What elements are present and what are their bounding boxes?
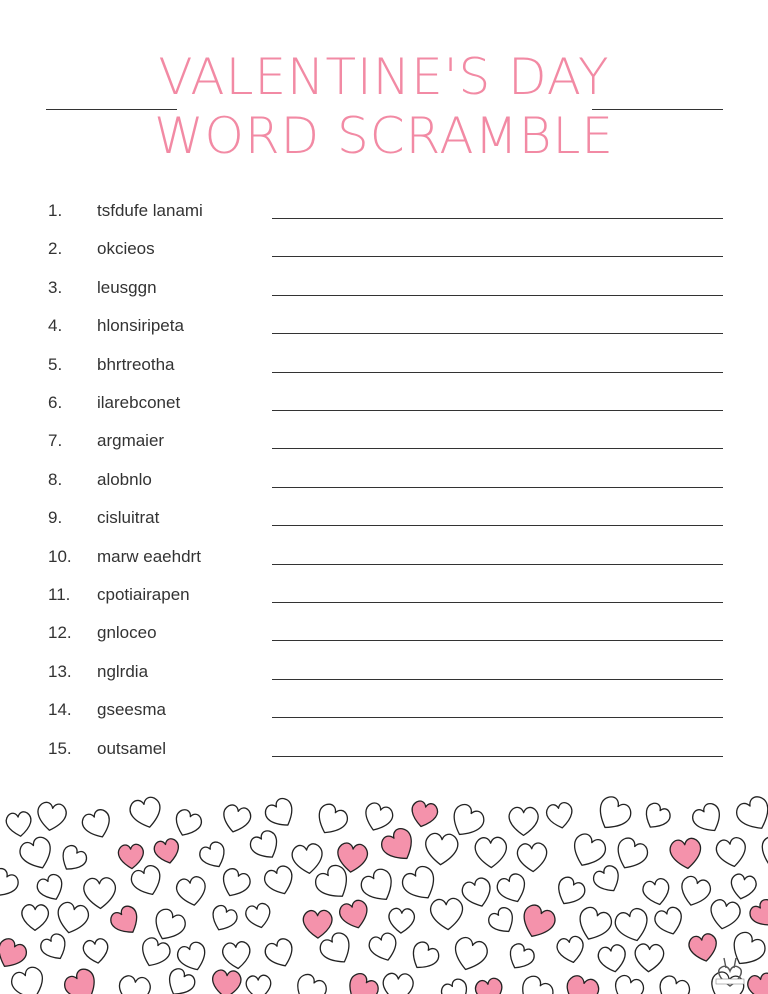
item-number: 14. bbox=[48, 700, 72, 720]
heart-icon bbox=[56, 843, 89, 876]
scrambled-word: cpotiairapen bbox=[97, 585, 190, 604]
heart-icon bbox=[22, 905, 49, 931]
item-number: 15. bbox=[48, 738, 72, 758]
answer-line[interactable] bbox=[272, 564, 723, 565]
heart-icon bbox=[690, 801, 727, 838]
heart-icon bbox=[517, 843, 548, 873]
answer-line[interactable] bbox=[272, 717, 723, 718]
answer-line[interactable] bbox=[272, 256, 723, 257]
scrambled-word: bhrtreotha bbox=[97, 354, 175, 374]
scrambled-word: outsamel bbox=[97, 738, 166, 758]
heart-icon bbox=[129, 863, 166, 900]
heart-icon bbox=[342, 970, 382, 994]
scrambled-word: marw eaehdrt bbox=[97, 546, 201, 566]
heart-icon bbox=[430, 898, 464, 931]
heart-icon bbox=[171, 807, 204, 840]
heart-icon bbox=[35, 801, 67, 832]
heart-icon bbox=[35, 872, 68, 904]
heart-icon bbox=[290, 971, 329, 994]
heart-icon bbox=[509, 807, 538, 835]
heart-icon bbox=[568, 831, 609, 871]
page-title-line-2: WORD SCRAMBLE bbox=[154, 107, 614, 165]
heart-icon bbox=[367, 931, 401, 964]
heart-icon bbox=[162, 966, 197, 994]
heart-icon bbox=[486, 905, 519, 938]
answer-line[interactable] bbox=[272, 679, 723, 680]
scramble-row bbox=[0, 662, 768, 700]
answer-line[interactable] bbox=[272, 372, 723, 373]
heart-icon bbox=[597, 943, 629, 974]
item-number: 12. bbox=[48, 623, 72, 643]
scramble-row bbox=[0, 585, 768, 623]
heart-icon bbox=[61, 966, 103, 994]
heart-icon bbox=[728, 873, 757, 901]
scramble-row bbox=[0, 508, 768, 546]
heart-icon bbox=[222, 941, 252, 970]
scrambled-word: okcieos bbox=[97, 239, 155, 259]
heart-icon bbox=[262, 864, 298, 899]
heart-icon bbox=[592, 793, 635, 835]
heart-icon bbox=[677, 874, 713, 909]
heart-icon bbox=[246, 975, 272, 994]
scramble-row bbox=[0, 201, 768, 239]
answer-line[interactable] bbox=[272, 525, 723, 526]
heart-icon bbox=[117, 975, 151, 994]
heart-icon bbox=[733, 793, 768, 835]
item-number: 10. bbox=[48, 546, 72, 566]
heart-icon bbox=[545, 801, 575, 830]
scramble-row bbox=[0, 547, 768, 585]
heart-icon bbox=[217, 866, 253, 901]
heart-icon bbox=[556, 935, 587, 965]
heart-icon bbox=[17, 834, 57, 873]
heart-icon bbox=[747, 897, 768, 933]
page-title-line-1: VALENTINE'S DAY bbox=[158, 48, 610, 106]
item-number: 7. bbox=[48, 431, 63, 451]
answer-line[interactable] bbox=[272, 602, 723, 603]
heart-icon bbox=[474, 977, 505, 994]
heart-icon bbox=[382, 973, 413, 994]
heart-icon bbox=[211, 969, 241, 994]
scramble-row bbox=[0, 623, 768, 661]
heart-icon bbox=[0, 866, 21, 903]
answer-line[interactable] bbox=[272, 448, 723, 449]
answer-line[interactable] bbox=[272, 218, 723, 219]
item-number: 4. bbox=[48, 316, 63, 336]
heart-icon bbox=[337, 898, 371, 931]
heart-icon bbox=[611, 835, 651, 874]
heart-icon bbox=[552, 874, 588, 909]
answer-line[interactable] bbox=[272, 295, 723, 296]
bunny-logo-icon bbox=[710, 952, 750, 988]
heart-icon bbox=[136, 935, 172, 971]
scrambled-word: hlonsiripeta bbox=[97, 316, 184, 336]
heart-icon bbox=[514, 973, 557, 994]
item-number: 2. bbox=[48, 239, 63, 259]
scrambled-word: leusggn bbox=[97, 277, 157, 297]
heart-icon bbox=[108, 903, 145, 939]
heart-icon bbox=[82, 938, 110, 965]
heart-icon bbox=[409, 800, 440, 830]
scramble-row bbox=[0, 355, 768, 393]
item-number: 13. bbox=[48, 661, 72, 681]
heart-icon bbox=[54, 901, 90, 937]
item-number: 5. bbox=[48, 354, 63, 374]
heart-icon bbox=[244, 902, 273, 930]
scramble-row bbox=[0, 700, 768, 738]
heart-icon bbox=[654, 974, 692, 994]
heart-icon bbox=[0, 936, 29, 973]
answer-line[interactable] bbox=[272, 333, 723, 334]
heart-icon bbox=[220, 803, 253, 835]
scrambled-word: tsfdufe lanami bbox=[97, 201, 203, 220]
heart-border bbox=[0, 790, 768, 994]
heart-icon bbox=[80, 807, 115, 842]
heart-icon bbox=[613, 906, 653, 945]
heart-icon bbox=[399, 863, 442, 906]
heart-icon bbox=[247, 828, 284, 864]
scrambled-word: nglrdia bbox=[97, 661, 149, 681]
scrambled-word: alobnlo bbox=[97, 469, 152, 489]
heart-icon bbox=[175, 875, 208, 908]
heart-icon bbox=[5, 811, 33, 838]
item-number: 3. bbox=[48, 277, 63, 297]
heart-icon bbox=[9, 964, 49, 994]
heart-icon bbox=[291, 843, 324, 875]
heart-icon bbox=[83, 877, 116, 909]
heart-icon bbox=[406, 939, 442, 975]
item-number: 6. bbox=[48, 393, 63, 412]
heart-icon bbox=[360, 801, 395, 835]
heart-icon bbox=[591, 863, 625, 897]
heart-icon bbox=[653, 905, 686, 938]
heart-icon bbox=[610, 973, 646, 994]
heart-icon bbox=[388, 908, 415, 934]
heart-icon bbox=[128, 795, 164, 830]
heart-icon bbox=[425, 833, 459, 866]
heart-icon bbox=[634, 944, 664, 973]
heart-icon bbox=[517, 902, 558, 942]
heart-icon bbox=[262, 795, 299, 832]
heart-icon bbox=[562, 974, 600, 994]
heart-icon bbox=[715, 836, 749, 869]
scrambled-word: cisluitrat bbox=[97, 508, 160, 528]
heart-icon bbox=[263, 936, 298, 971]
scrambled-word: gseesma bbox=[97, 700, 166, 720]
heart-icon bbox=[439, 977, 473, 994]
item-number: 8. bbox=[48, 469, 63, 489]
heart-icon bbox=[450, 935, 490, 974]
heart-icon bbox=[118, 844, 144, 870]
heart-icon bbox=[312, 801, 351, 839]
heart-icon bbox=[641, 877, 672, 908]
heart-icon bbox=[460, 876, 495, 911]
answer-line[interactable] bbox=[272, 640, 723, 641]
scramble-row bbox=[0, 278, 768, 316]
scrambled-word: ilarebconet bbox=[97, 393, 181, 412]
item-number: 1. bbox=[48, 201, 63, 220]
answer-line[interactable] bbox=[272, 410, 723, 411]
heart-icon bbox=[153, 837, 182, 866]
item-number: 11. bbox=[48, 585, 71, 604]
heart-icon bbox=[708, 898, 742, 931]
heart-icon bbox=[504, 941, 537, 974]
heart-icon bbox=[378, 825, 420, 867]
answer-line[interactable] bbox=[272, 756, 723, 757]
heart-icon bbox=[358, 866, 400, 908]
heart-icon bbox=[317, 930, 357, 970]
scramble-row bbox=[0, 470, 768, 508]
scramble-row bbox=[0, 393, 768, 431]
answer-line[interactable] bbox=[272, 487, 723, 488]
heart-icon bbox=[207, 903, 239, 935]
heart-icon bbox=[756, 834, 768, 869]
heart-icon bbox=[303, 910, 332, 938]
item-number: 9. bbox=[48, 508, 63, 528]
heart-icon bbox=[495, 871, 531, 906]
scramble-row bbox=[0, 316, 768, 354]
heart-icon bbox=[197, 840, 230, 873]
scramble-row bbox=[0, 739, 768, 777]
heart-icon bbox=[475, 837, 507, 868]
scrambled-word: gnloceo bbox=[97, 623, 157, 643]
scrambled-word: argmaier bbox=[97, 431, 165, 451]
heart-icon bbox=[640, 800, 673, 833]
heart-icon bbox=[669, 837, 703, 870]
scramble-row bbox=[0, 431, 768, 469]
scramble-row bbox=[0, 239, 768, 277]
heart-icon bbox=[38, 931, 71, 964]
